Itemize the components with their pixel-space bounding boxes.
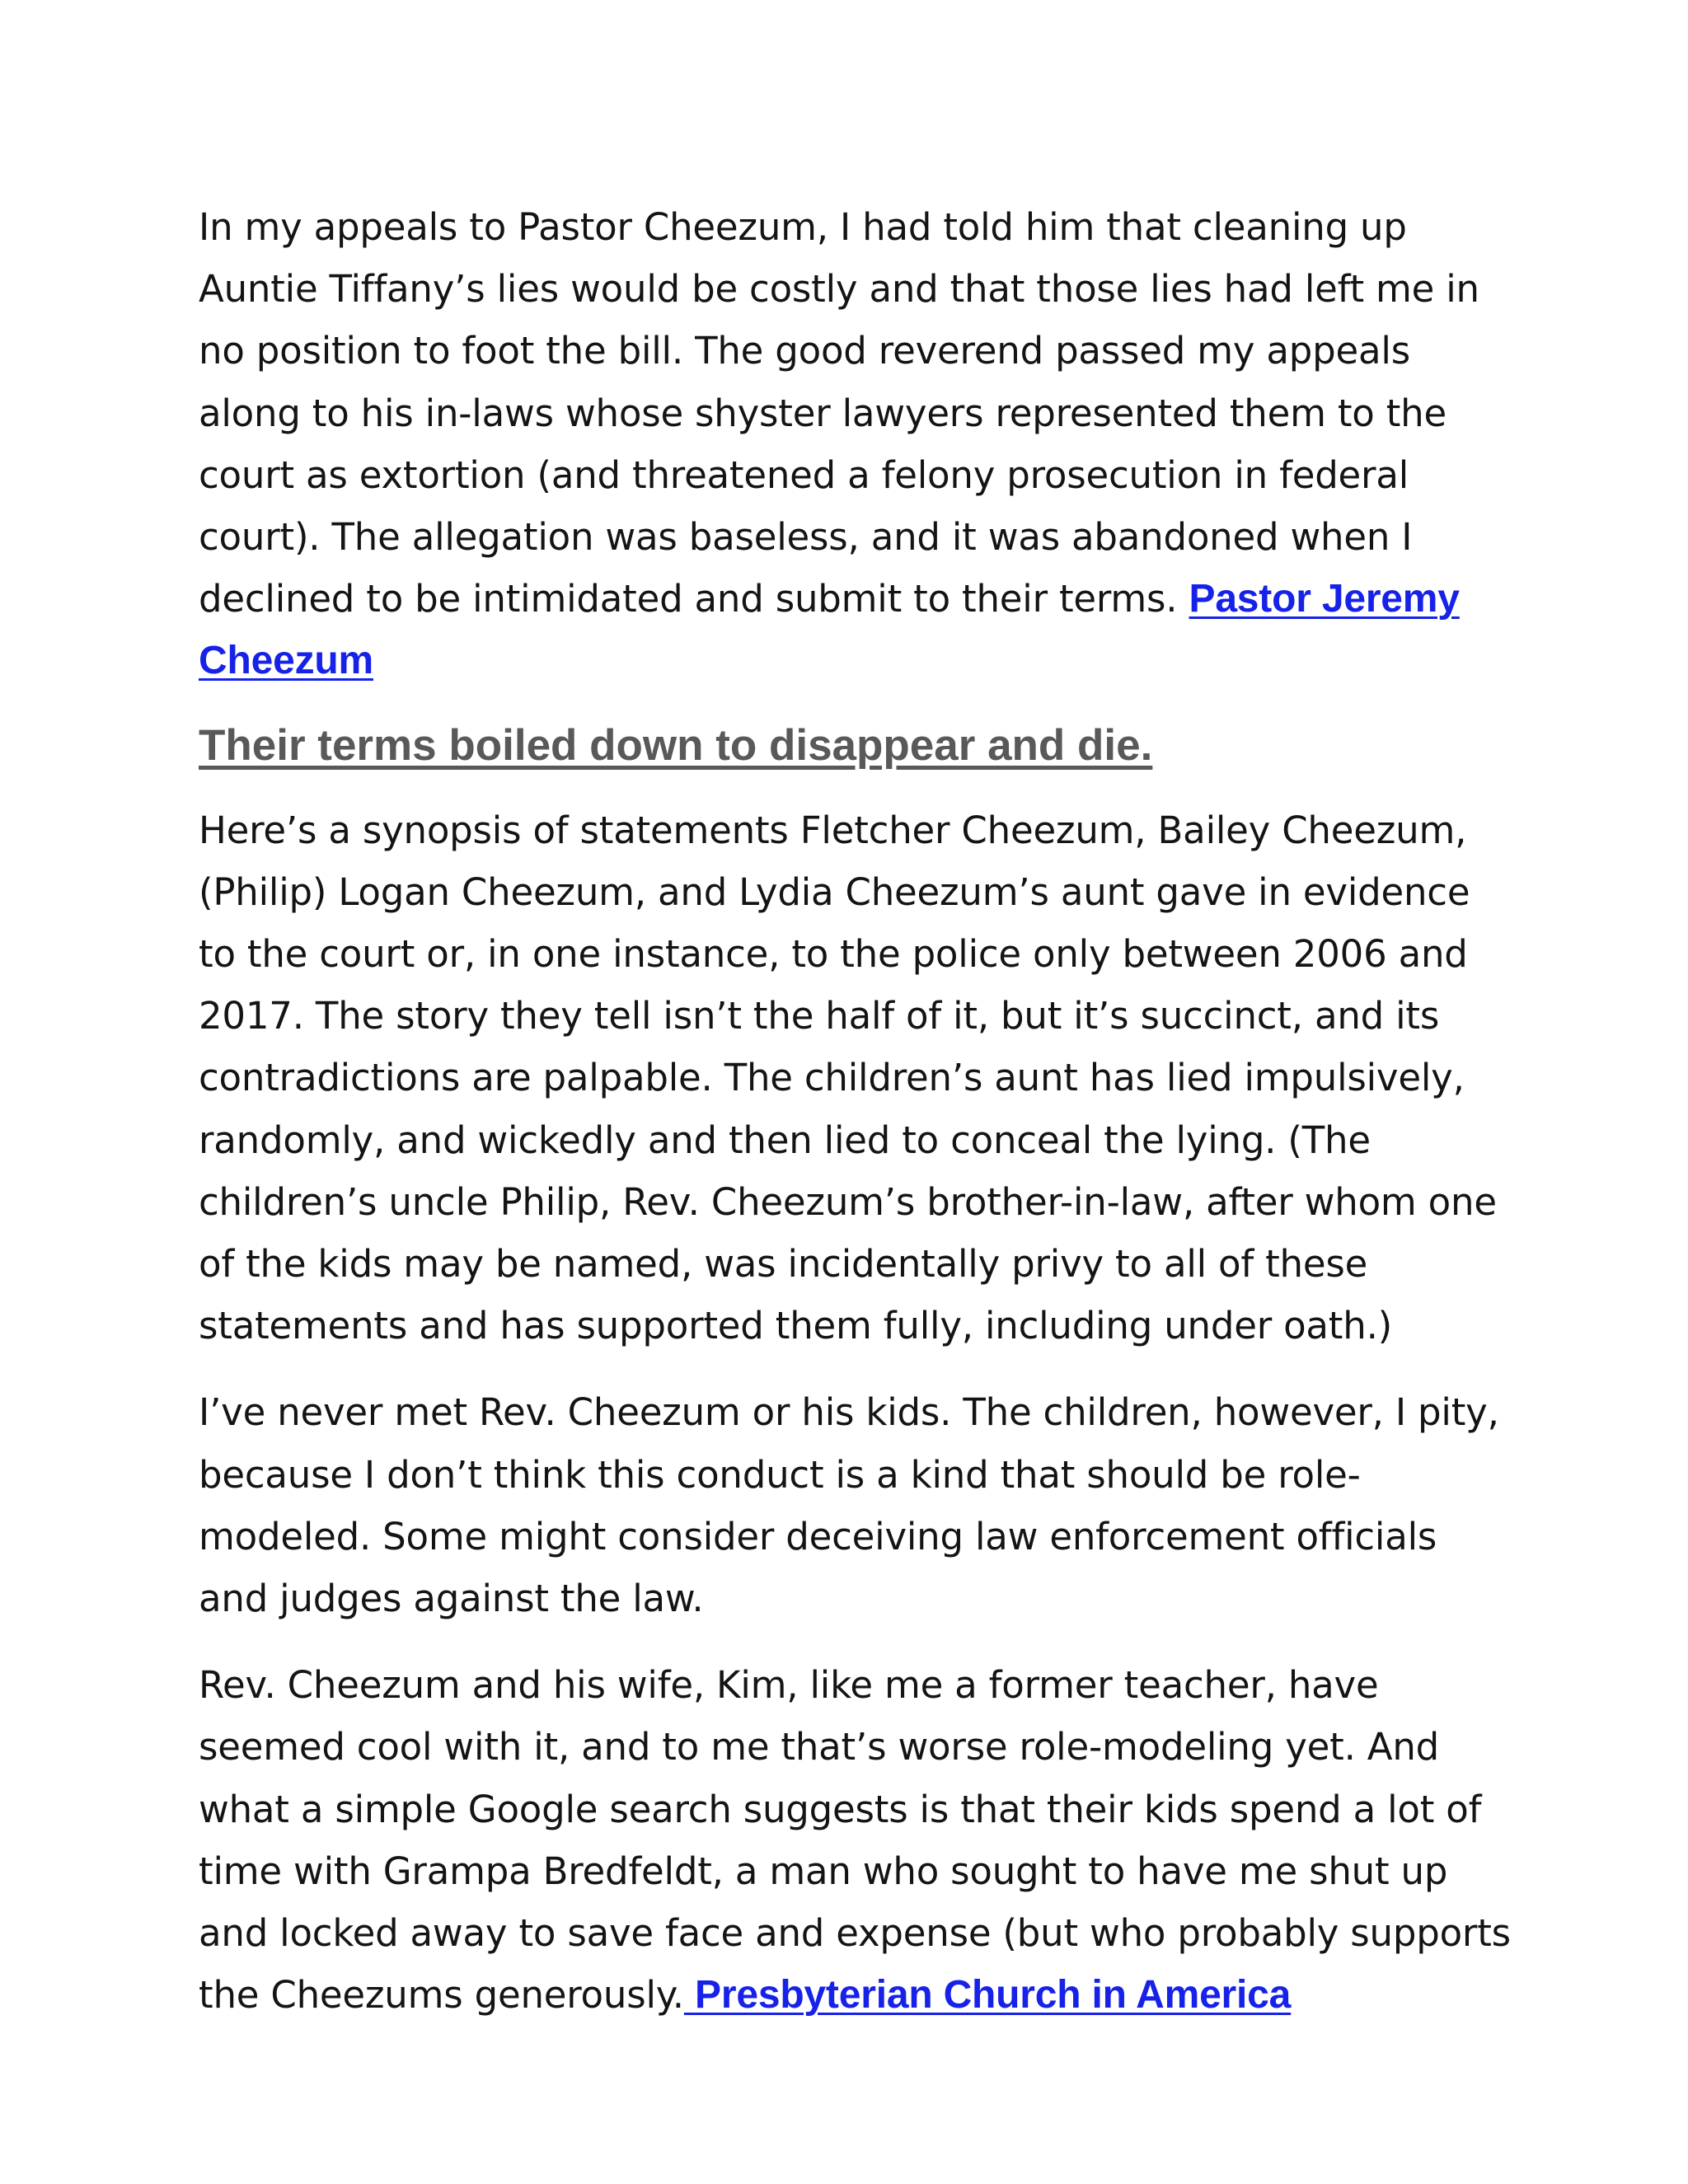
paragraph-role-modeling-text: Rev. Cheezum and his wife, Kim, like me a former teacher, have seemed cool with it, and to me that’s worse role-modeling yet. And what a simple Google search suggests is that their kids spend a lot of time with Grampa Bredfeldt, a man who sought to have me shut up and locked away to save face and expense (but who probably supports the Cheezums generously. xyxy=(199,1663,1511,2018)
presbyterian-church-link[interactable]: Presbyterian Church in America xyxy=(683,1973,1292,2018)
paragraph-appeals-text: In my appeals to Pastor Cheezum, I had told him that cleaning up Auntie Tiffany’s lies would be costly and that those lies had left me in no position to foot the bill. The good reverend passed my appeals along to his in-laws whose shyster lawyers represented them to the court as extortion (and threatened a felony prosecution in federal court). The allegation was baseless, and it was abandoned when I declined to be intimidated and submit to their terms. xyxy=(199,205,1479,621)
section-heading: Their terms boiled down to disappear and die. xyxy=(199,720,1153,770)
pastor-jeremy-cheezum-link[interactable]: Pastor Jeremy Cheezum xyxy=(199,577,1460,683)
paragraph-appeals xyxy=(199,196,1517,692)
paragraph-role-modeling xyxy=(199,1654,1517,2026)
paragraph-never-met: I’ve never met Rev. Cheezum or his kids. The children, however, I pity, because I don’t think this conduct is a kind that should be role-modeled. Some might consider deceiving law enforcement officials and judges against the law. xyxy=(199,1390,1499,1621)
document-page xyxy=(199,196,1517,2026)
paragraph-synopsis: Here’s a synopsis of statements Fletcher Cheezum, Bailey Cheezum, (Philip) Logan Cheezum, and Lydia Cheezum’s aunt gave in evidence to the court or, in one instance, to the police only between 2006 and 2017. The story they tell isn’t the half of it, but it’s succinct, and its contradictions are palpable. The children’s aunt has lied impulsively, randomly, and wickedly and then lied to conceal the lying. (The children’s uncle Philip, Rev. Cheezum’s brother-in-law, after whom one of the kids may be named, was incidentally privy to all of these statements and has supported them fully, including under oath.) xyxy=(199,808,1497,1348)
